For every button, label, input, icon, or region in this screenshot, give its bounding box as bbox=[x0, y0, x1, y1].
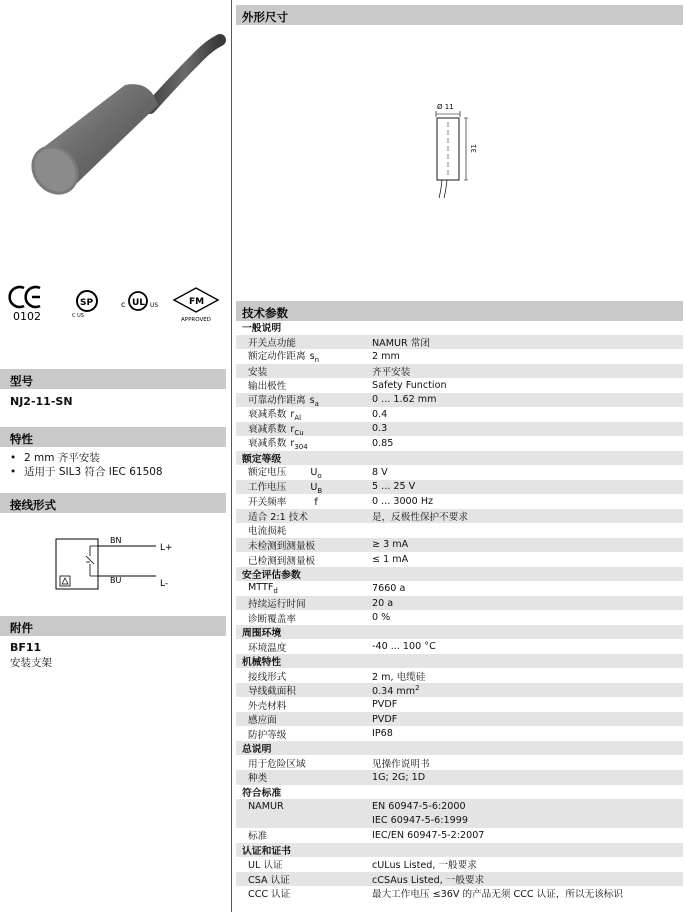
table-row: 额定电压 $U_o$ 8 V bbox=[248, 466, 388, 481]
table-row: 感应面 PVDF bbox=[236, 712, 683, 727]
model-section-header: 型号 bbox=[0, 369, 226, 389]
table-row: 开关频率 f 0 ... 3000 Hz bbox=[248, 495, 434, 509]
svg-text:c: c bbox=[121, 300, 126, 309]
wiring-bn-label: BN bbox=[110, 536, 122, 545]
table-row: 衰减系数 $r_{Cu}$ 0.3 bbox=[236, 422, 683, 437]
svg-text:UL: UL bbox=[132, 298, 146, 308]
dimension-drawing bbox=[236, 26, 683, 296]
switch-symbol-icon bbox=[86, 546, 98, 576]
table-row: IEC 60947-5-6:1999 bbox=[236, 814, 683, 829]
column-divider bbox=[231, 0, 232, 912]
table-row: CSA 认证 cCSAus Listed, 一般要求 bbox=[236, 872, 683, 887]
table-row: 适合 2:1 技术 是，反极性保护不要求 bbox=[236, 509, 683, 524]
spec-group-header: 安全评估参数 bbox=[236, 567, 683, 582]
product-photo bbox=[0, 0, 226, 240]
table-row: 工作电压 $U_B$ 5 ... 25 V bbox=[236, 480, 683, 495]
dimensions-section-header: 外形尺寸 bbox=[236, 5, 683, 25]
left-column bbox=[0, 0, 226, 912]
table-row: 安装 齐平安装 bbox=[236, 364, 683, 379]
sensor-symbol-icon bbox=[60, 576, 70, 586]
wiring-section-header: 接线形式 bbox=[0, 493, 226, 513]
diameter-label: Ø 11 bbox=[437, 103, 454, 111]
table-row: 防护等级 IP68 bbox=[248, 728, 393, 741]
feature-item: • 适用于 SIL3 符合 IEC 61508 bbox=[10, 465, 163, 479]
accessories-section-header: 附件 bbox=[0, 616, 226, 636]
features-section-header: 特性 bbox=[0, 427, 226, 447]
spec-group-header: 一般说明 bbox=[242, 323, 282, 335]
wiring-minus-label: L- bbox=[160, 579, 169, 589]
right-column bbox=[236, 0, 683, 912]
table-row: 接线形式 2 m, 电缆硅 bbox=[248, 671, 426, 683]
svg-text:US: US bbox=[150, 302, 159, 309]
table-row: 衰减系数 $r_{304}$ 0.85 bbox=[248, 437, 394, 452]
fm-approved-icon bbox=[174, 288, 218, 323]
table-row: 外壳材料 PVDF bbox=[248, 699, 398, 712]
accessory-description: 安装支架 bbox=[10, 657, 52, 669]
spec-group-header: 机械特性 bbox=[236, 654, 683, 669]
specs-table bbox=[236, 320, 683, 901]
table-row: 未检测到测量板 ≥ 3 mA bbox=[236, 538, 683, 553]
table-row: CCC 认证 最大工作电压 ≤36V 的产品无须 CCC 认证，所以无该标识 bbox=[248, 889, 623, 901]
svg-text:APPROVED: APPROVED bbox=[181, 317, 211, 323]
technical-data-section-header: 技术参数 bbox=[236, 301, 683, 321]
table-row: 导线截面积 0.34 $mm^2$ bbox=[236, 683, 683, 698]
ce-number: 0102 bbox=[13, 310, 41, 323]
table-row: UL 认证 cULus Listed, 一般要求 bbox=[248, 860, 477, 872]
length-label: 31 bbox=[470, 144, 478, 153]
table-row: 种类 1G; 2G; 1D bbox=[236, 770, 683, 785]
features-list bbox=[10, 451, 163, 479]
table-row: 诊断覆盖率 0 % bbox=[248, 612, 391, 625]
wiring-bu-label: BU bbox=[110, 576, 122, 585]
spec-group-header: 认证和证书 bbox=[236, 843, 683, 858]
accessory-name: BF11 bbox=[10, 641, 42, 654]
certification-logos bbox=[0, 280, 226, 330]
table-row: 标准 IEC/EN 60947-5-2:2007 bbox=[248, 829, 485, 843]
spec-group-header: 周围环境 bbox=[236, 625, 683, 640]
svg-text:FM: FM bbox=[189, 297, 205, 307]
ul-logo-icon bbox=[121, 292, 158, 310]
table-row: $MTTF_d$ 7660 a bbox=[248, 582, 406, 595]
wiring-plus-label: L+ bbox=[160, 543, 173, 553]
csa-logo-icon bbox=[72, 291, 97, 319]
csa-sub-label: C US bbox=[72, 313, 84, 319]
wiring-diagram bbox=[10, 520, 220, 600]
spec-group-header: 总说明 bbox=[236, 741, 683, 756]
table-row: 衰减系数 $r_{Al}$ 0.4 bbox=[248, 408, 388, 423]
table-row: 已检测到测量板 ≤ 1 mA bbox=[248, 554, 409, 567]
ce-mark-icon bbox=[10, 287, 41, 323]
feature-item: • 2 mm 齐平安装 bbox=[10, 451, 163, 465]
model-name: NJ2-11-SN bbox=[10, 395, 73, 408]
table-row: 可靠动作距离 $s_a$ 0 ... 1.62 mm bbox=[236, 393, 683, 408]
spec-group-header: 额定等级 bbox=[236, 451, 683, 466]
table-row: 电流损耗 bbox=[248, 526, 287, 538]
table-row: 环境温度 -40 ... 100 °C bbox=[248, 641, 436, 654]
table-row: 额定动作距离 $s_n$ 2 mm bbox=[248, 350, 400, 365]
table-row: NAMUR EN 60947-5-6:2000 bbox=[236, 799, 683, 814]
svg-text:SP: SP bbox=[80, 298, 94, 308]
table-row: 输出极性 Safety Function bbox=[248, 379, 447, 393]
spec-group-header: 符合标准 bbox=[242, 787, 282, 799]
table-row: 用于危险区域 见操作说明书 bbox=[248, 758, 430, 770]
table-row: 开关点功能 NAMUR 常闭 bbox=[236, 335, 683, 350]
table-row: 持续运行时间 20 a bbox=[236, 596, 683, 611]
